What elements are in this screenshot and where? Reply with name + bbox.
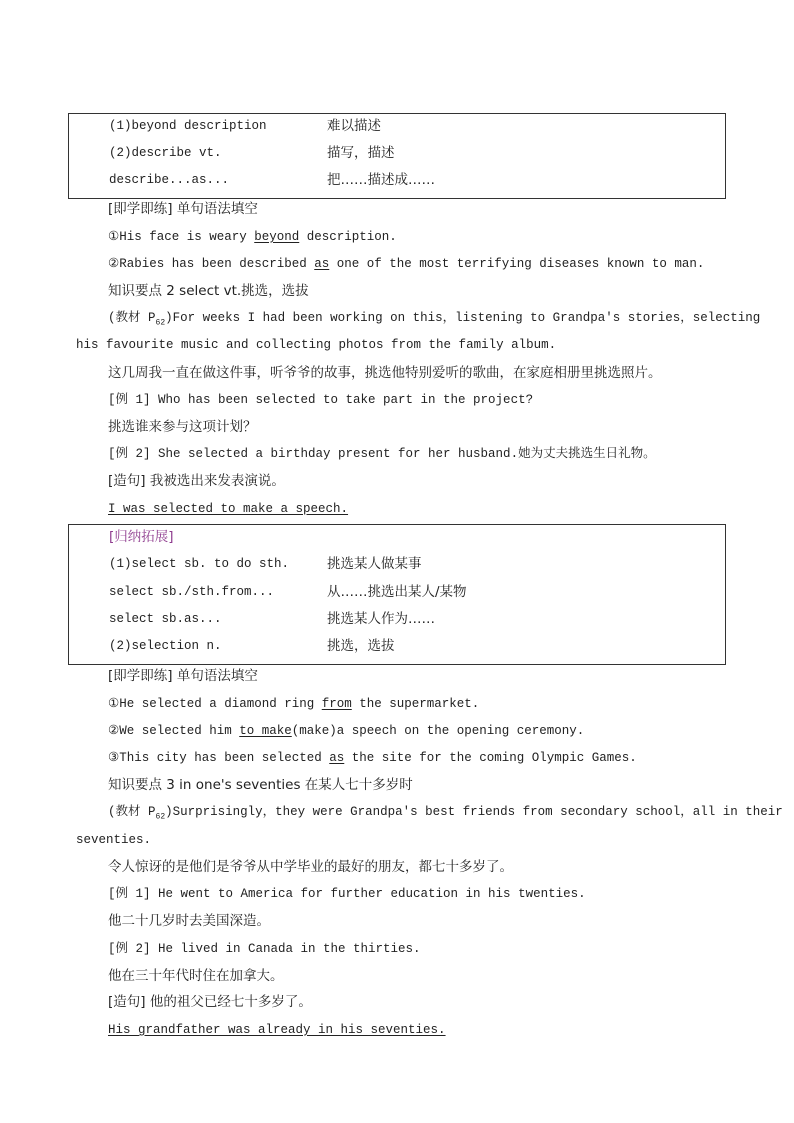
title-meaning: 在某人七十多岁时 <box>304 777 413 793</box>
example-1: [例 1] He went to America for further education in his twenties. <box>108 887 586 901</box>
phrase-zh: 描写，描述 <box>327 145 395 161</box>
item-text: the supermarket. <box>351 697 480 711</box>
practice-heading: [即学即练] 单句语法填空 <box>108 668 258 684</box>
textbook-source <box>108 803 783 827</box>
answer: to make <box>239 724 292 738</box>
practice-item <box>108 695 479 713</box>
example-1: [例 1] Who has been selected to take part in the project? <box>108 393 534 407</box>
source-text: )Surprisingly，they were Grandpa's best friends from secondary school，all in their <box>165 805 783 819</box>
textbook-source-cont: his favourite music and collecting photos from the family album. <box>76 338 557 352</box>
practice-heading: [即学即练] 单句语法填空 <box>108 201 258 217</box>
phrase-zh: 挑选，选拔 <box>327 638 395 654</box>
answer: as <box>329 751 345 765</box>
make-sentence-answer: I was selected to make a speech. <box>108 502 349 516</box>
example-1-translation: 他二十几岁时去美国深造。 <box>108 913 270 929</box>
source-text: )For weeks I had been working on this，listening to Grandpa's stories，selecting <box>165 311 761 325</box>
source-label: (教材 P <box>108 805 156 819</box>
practice-item <box>108 255 704 273</box>
answer: as <box>314 257 330 271</box>
example-1-translation: 挑选谁来参与这项计划？ <box>108 419 257 435</box>
make-sentence-label: [造句] 我被选出来发表演说。 <box>108 473 285 489</box>
practice-item <box>108 228 397 246</box>
translation: 这几周我一直在做这件事，听爷爷的故事，挑选他特别爱听的歌曲，在家庭相册里挑选照片。 <box>108 365 662 381</box>
phrase-zh: 挑选某人做某事 <box>327 556 422 572</box>
phrase-en: (2)describe vt. <box>109 146 222 160</box>
item-text: ②Rabies has been described <box>108 257 315 271</box>
make-sentence-answer: His grandfather was already in his seventies. <box>108 1023 446 1037</box>
example-2-translation: 他在三十年代时住在加拿大。 <box>108 968 284 984</box>
practice-item <box>108 722 584 740</box>
translation: 令人惊讶的是他们是爷爷从中学毕业的最好的朋友，都七十多岁了。 <box>108 859 513 875</box>
page-number: 62 <box>155 812 166 822</box>
item-text: ②We selected him <box>108 724 240 738</box>
section-title: 知识要点 2 select vt.挑选，选拔 <box>108 283 309 299</box>
make-sentence-label: [造句] 他的祖父已经七十多岁了。 <box>108 994 312 1010</box>
practice-item <box>108 749 637 767</box>
phrase-en: (1)beyond description <box>109 119 267 133</box>
item-text: ①He selected a diamond ring <box>108 697 322 711</box>
example-2: [例 2] She selected a birthday present for her husband.她为丈夫挑选生日礼物。 <box>108 447 656 461</box>
box-heading: [归纳拓展] <box>109 529 174 545</box>
phrase-en: (2)selection n. <box>109 639 222 653</box>
item-text: ③This city has been selected <box>108 751 330 765</box>
phrase-en: (1)select sb. to do sth. <box>109 557 290 571</box>
phrase-en: select sb./sth.from... <box>109 585 275 599</box>
summary-box-describe <box>68 113 726 199</box>
item-text: ①His face is weary <box>108 230 255 244</box>
textbook-source <box>108 309 760 333</box>
textbook-source-cont: seventies. <box>76 833 152 847</box>
phrase-zh: 难以描述 <box>327 118 381 134</box>
item-text: (make)a speech on the opening ceremony. <box>291 724 585 738</box>
answer: from <box>321 697 352 711</box>
phrase-zh: 把……描述成…… <box>327 172 435 188</box>
phrase-zh: 挑选某人作为…… <box>327 611 435 627</box>
example-2: [例 2] He lived in Canada in the thirties. <box>108 942 421 956</box>
phrase-en: select sb.as... <box>109 612 222 626</box>
answer: beyond <box>254 230 300 244</box>
phrase-zh: 从……挑选出某人/某物 <box>327 584 467 600</box>
source-label: (教材 P <box>108 311 156 325</box>
phrase-en: describe...as... <box>109 173 230 187</box>
item-text: one of the most terrifying diseases known to man. <box>329 257 705 271</box>
page-number: 62 <box>155 318 166 328</box>
summary-box-select <box>68 524 726 665</box>
item-text: description. <box>299 230 397 244</box>
item-text: the site for the coming Olympic Games. <box>344 751 637 765</box>
title-text: 知识要点 3 in one's seventies <box>108 777 305 793</box>
section-title <box>108 775 413 794</box>
